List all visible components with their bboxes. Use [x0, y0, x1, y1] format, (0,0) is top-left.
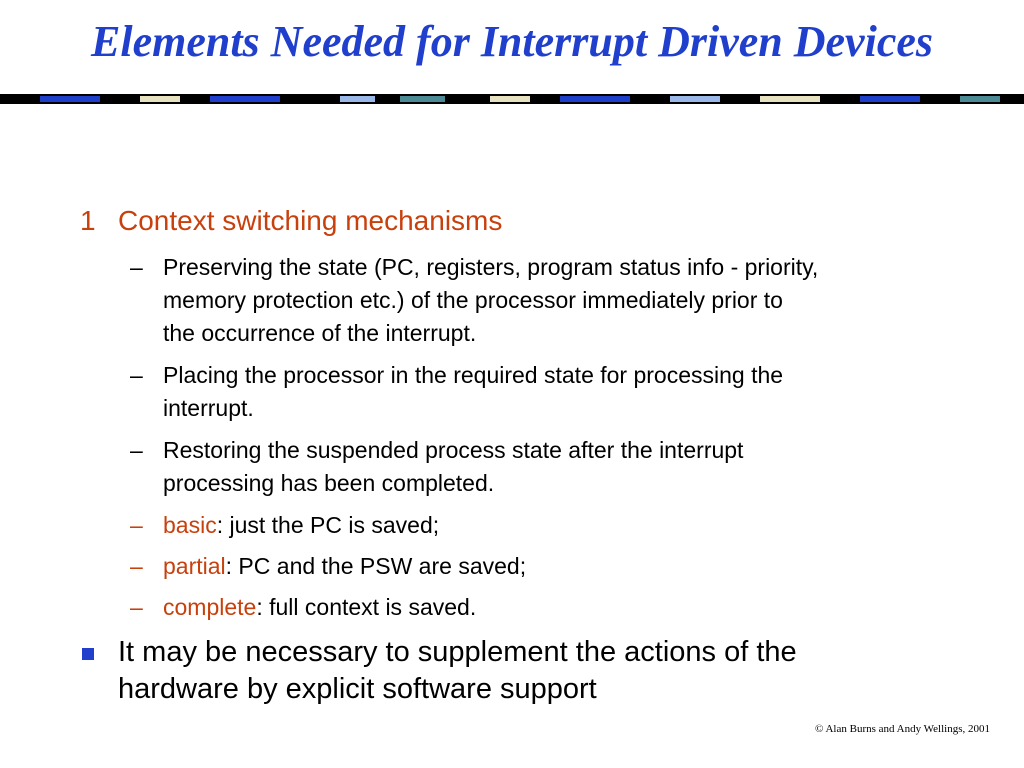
item-number: 1	[80, 205, 96, 236]
sub-item-line: Restoring the suspended process state after the interrupt	[163, 437, 744, 463]
sub-item-text: : PC and the PSW are saved;	[225, 553, 527, 579]
sub-item-line: interrupt.	[163, 395, 254, 421]
sub-item-text: : just the PC is saved;	[216, 512, 440, 538]
square-bullet-icon	[82, 648, 94, 660]
keyword: basic	[163, 512, 217, 538]
sub-item-line: memory protection etc.) of the processor immediately prior to	[163, 287, 783, 313]
sub-item-line: Preserving the state (PC, registers, program status info - priority,	[163, 254, 819, 280]
dash-marker: –	[130, 437, 143, 463]
sub-item-basic	[163, 509, 439, 542]
dash-marker: –	[130, 594, 143, 620]
sub-item-line: Placing the processor in the required state for processing the	[163, 362, 784, 388]
slide-title: Elements Needed for Interrupt Driven Devices	[91, 17, 933, 66]
sub-item-text: : full context is saved.	[256, 594, 477, 620]
sub-item-line: processing has been completed.	[163, 470, 495, 496]
keyword: complete	[163, 594, 257, 620]
sub-item-line: the occurrence of the interrupt.	[163, 320, 477, 346]
dash-marker: –	[130, 254, 143, 280]
dash-marker: –	[130, 362, 143, 388]
bullet-text-line: It may be necessary to supplement the actions of the	[118, 636, 797, 668]
sub-item-partial	[163, 550, 526, 583]
item-heading: Context switching mechanisms	[118, 205, 503, 236]
sub-item-complete	[163, 591, 476, 624]
keyword: partial	[163, 553, 226, 579]
bullet-text-line: hardware by explicit software support	[118, 673, 597, 705]
dash-marker: –	[130, 512, 143, 538]
dash-marker: –	[130, 553, 143, 579]
copyright-footer: © Alan Burns and Andy Wellings, 2001	[814, 723, 990, 735]
